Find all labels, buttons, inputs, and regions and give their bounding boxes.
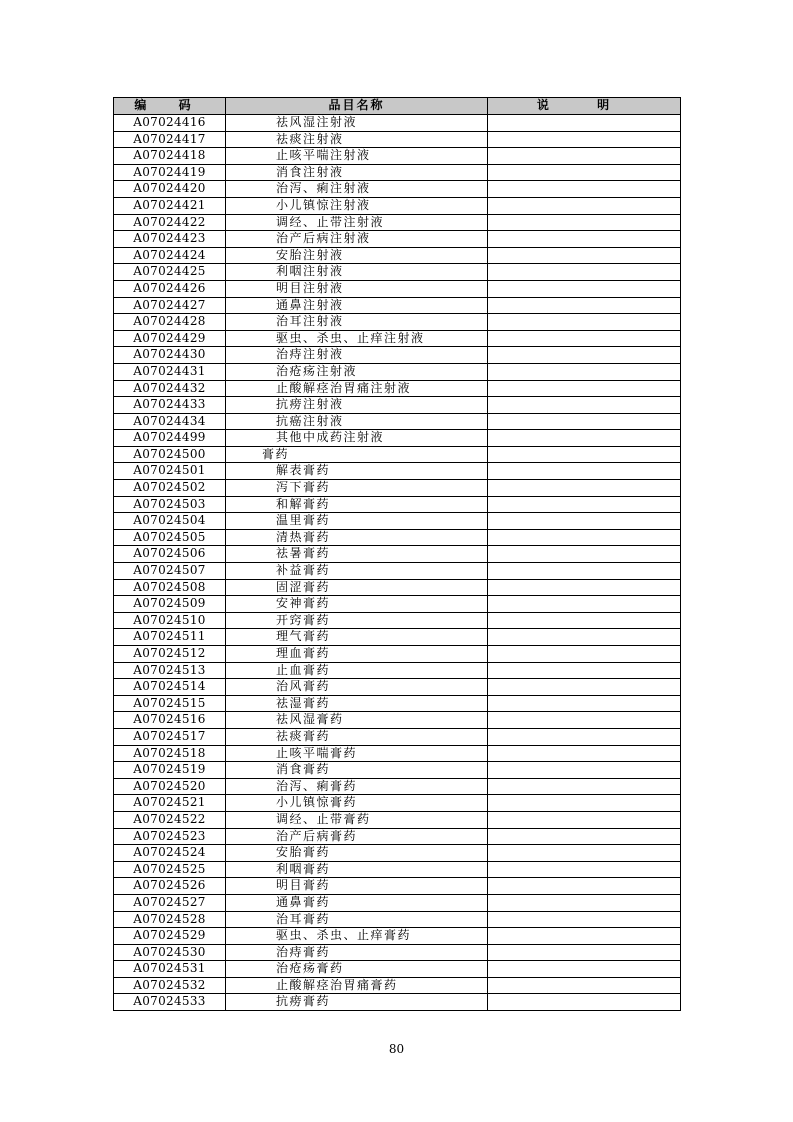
item-name: 止咳平喘注射液 xyxy=(226,148,488,165)
item-note xyxy=(488,181,681,198)
item-name: 治泻、痢注射液 xyxy=(226,181,488,198)
item-code: A07024530 xyxy=(114,944,226,961)
table-row xyxy=(114,446,681,463)
item-name: 安神膏药 xyxy=(226,596,488,613)
table-row xyxy=(114,380,681,397)
item-note xyxy=(488,596,681,613)
item-note xyxy=(488,480,681,497)
item-code: A07024519 xyxy=(114,762,226,779)
item-note xyxy=(488,646,681,663)
item-code: A07024431 xyxy=(114,363,226,380)
item-name: 补益膏药 xyxy=(226,563,488,580)
item-name: 消食膏药 xyxy=(226,762,488,779)
item-note xyxy=(488,513,681,530)
item-note xyxy=(488,430,681,447)
table-row xyxy=(114,961,681,978)
item-name: 调经、止带膏药 xyxy=(226,811,488,828)
table-row xyxy=(114,247,681,264)
item-name: 祛暑膏药 xyxy=(226,546,488,563)
item-note xyxy=(488,994,681,1011)
table-row xyxy=(114,629,681,646)
table-row xyxy=(114,795,681,812)
item-name: 祛风湿注射液 xyxy=(226,115,488,132)
table-row xyxy=(114,496,681,513)
item-code: A07024504 xyxy=(114,513,226,530)
table-row xyxy=(114,579,681,596)
item-note xyxy=(488,795,681,812)
table-row xyxy=(114,928,681,945)
item-code: A07024416 xyxy=(114,115,226,132)
item-code: A07024432 xyxy=(114,380,226,397)
item-code: A07024514 xyxy=(114,679,226,696)
item-code: A07024505 xyxy=(114,529,226,546)
item-code: A07024421 xyxy=(114,197,226,214)
header-name: 品目名称 xyxy=(226,98,488,115)
item-code: A07024500 xyxy=(114,446,226,463)
item-note xyxy=(488,662,681,679)
table-row xyxy=(114,231,681,248)
item-code: A07024526 xyxy=(114,878,226,895)
item-code: A07024426 xyxy=(114,280,226,297)
item-code: A07024516 xyxy=(114,712,226,729)
table-row xyxy=(114,861,681,878)
item-code: A07024509 xyxy=(114,596,226,613)
table-row xyxy=(114,646,681,663)
item-note xyxy=(488,961,681,978)
item-note xyxy=(488,712,681,729)
item-note xyxy=(488,529,681,546)
item-name: 驱虫、杀虫、止痒膏药 xyxy=(226,928,488,945)
item-code: A07024511 xyxy=(114,629,226,646)
item-note xyxy=(488,728,681,745)
item-name: 止血膏药 xyxy=(226,662,488,679)
table-row xyxy=(114,828,681,845)
item-note xyxy=(488,762,681,779)
item-name: 抗痨膏药 xyxy=(226,994,488,1011)
item-name: 泻下膏药 xyxy=(226,480,488,497)
item-code: A07024517 xyxy=(114,728,226,745)
item-code: A07024424 xyxy=(114,247,226,264)
item-note xyxy=(488,911,681,928)
table-row xyxy=(114,878,681,895)
item-code: A07024417 xyxy=(114,131,226,148)
table-row xyxy=(114,463,681,480)
item-note xyxy=(488,894,681,911)
table-row xyxy=(114,264,681,281)
table-row xyxy=(114,214,681,231)
table-row xyxy=(114,596,681,613)
item-note xyxy=(488,828,681,845)
table-row xyxy=(114,347,681,364)
item-code: A07024420 xyxy=(114,181,226,198)
table-row xyxy=(114,314,681,331)
item-code: A07024434 xyxy=(114,413,226,430)
table-row xyxy=(114,695,681,712)
item-code: A07024507 xyxy=(114,563,226,580)
item-code: A07024423 xyxy=(114,231,226,248)
item-note xyxy=(488,297,681,314)
item-name: 小儿镇惊注射液 xyxy=(226,197,488,214)
item-name: 明目膏药 xyxy=(226,878,488,895)
item-code: A07024531 xyxy=(114,961,226,978)
item-name: 温里膏药 xyxy=(226,513,488,530)
item-note xyxy=(488,629,681,646)
item-name: 治痔膏药 xyxy=(226,944,488,961)
item-name: 治疮疡注射液 xyxy=(226,363,488,380)
table-row xyxy=(114,197,681,214)
item-name: 调经、止带注射液 xyxy=(226,214,488,231)
item-note xyxy=(488,563,681,580)
item-code: A07024427 xyxy=(114,297,226,314)
table-row xyxy=(114,480,681,497)
table-row xyxy=(114,529,681,546)
table-row xyxy=(114,297,681,314)
item-name: 止咳平喘膏药 xyxy=(226,745,488,762)
table-row xyxy=(114,911,681,928)
item-code: A07024425 xyxy=(114,264,226,281)
item-name: 止酸解痉治胃痛注射液 xyxy=(226,380,488,397)
item-note xyxy=(488,579,681,596)
item-note xyxy=(488,845,681,862)
item-note xyxy=(488,928,681,945)
item-name: 清热膏药 xyxy=(226,529,488,546)
item-note xyxy=(488,314,681,331)
item-code: A07024525 xyxy=(114,861,226,878)
item-name: 明目注射液 xyxy=(226,280,488,297)
item-code: A07024515 xyxy=(114,695,226,712)
table-body xyxy=(114,115,681,1011)
item-code: A07024524 xyxy=(114,845,226,862)
item-name: 和解膏药 xyxy=(226,496,488,513)
item-note xyxy=(488,330,681,347)
item-note xyxy=(488,380,681,397)
item-name: 止酸解痉治胃痛膏药 xyxy=(226,977,488,994)
item-code: A07024502 xyxy=(114,480,226,497)
item-name: 治耳膏药 xyxy=(226,911,488,928)
item-name: 治耳注射液 xyxy=(226,314,488,331)
item-name: 治泻、痢膏药 xyxy=(226,778,488,795)
item-note xyxy=(488,413,681,430)
item-code: A07024422 xyxy=(114,214,226,231)
item-note xyxy=(488,695,681,712)
item-name: 安胎膏药 xyxy=(226,845,488,862)
table-row xyxy=(114,397,681,414)
item-name: 安胎注射液 xyxy=(226,247,488,264)
table-row xyxy=(114,181,681,198)
item-name: 通鼻注射液 xyxy=(226,297,488,314)
item-code: A07024528 xyxy=(114,911,226,928)
item-name: 通鼻膏药 xyxy=(226,894,488,911)
item-code: A07024532 xyxy=(114,977,226,994)
table-row xyxy=(114,745,681,762)
item-note xyxy=(488,164,681,181)
table-row xyxy=(114,811,681,828)
table-row xyxy=(114,280,681,297)
table-row xyxy=(114,413,681,430)
item-code: A07024522 xyxy=(114,811,226,828)
item-code: A07024523 xyxy=(114,828,226,845)
item-note xyxy=(488,496,681,513)
item-name: 治痔注射液 xyxy=(226,347,488,364)
item-code: A07024501 xyxy=(114,463,226,480)
item-note xyxy=(488,811,681,828)
item-note xyxy=(488,397,681,414)
item-code: A07024510 xyxy=(114,612,226,629)
item-note xyxy=(488,231,681,248)
table-row xyxy=(114,778,681,795)
item-name: 解表膏药 xyxy=(226,463,488,480)
item-code: A07024428 xyxy=(114,314,226,331)
item-code: A07024418 xyxy=(114,148,226,165)
item-note xyxy=(488,214,681,231)
table-row xyxy=(114,131,681,148)
item-name: 治产后病膏药 xyxy=(226,828,488,845)
table-row xyxy=(114,363,681,380)
item-note xyxy=(488,745,681,762)
item-name: 祛风湿膏药 xyxy=(226,712,488,729)
catalog-table xyxy=(113,97,681,1011)
item-code: A07024512 xyxy=(114,646,226,663)
table-row xyxy=(114,164,681,181)
item-name: 消食注射液 xyxy=(226,164,488,181)
header-code: 编 码 xyxy=(114,98,226,115)
table-row xyxy=(114,115,681,132)
item-code: A07024419 xyxy=(114,164,226,181)
item-note xyxy=(488,679,681,696)
table-row xyxy=(114,430,681,447)
item-name: 抗痨注射液 xyxy=(226,397,488,414)
item-code: A07024529 xyxy=(114,928,226,945)
item-code: A07024430 xyxy=(114,347,226,364)
item-note xyxy=(488,347,681,364)
header-note: 说 明 xyxy=(488,98,681,115)
item-note xyxy=(488,131,681,148)
item-note xyxy=(488,861,681,878)
table-row xyxy=(114,845,681,862)
item-name: 理气膏药 xyxy=(226,629,488,646)
item-name: 祛痰注射液 xyxy=(226,131,488,148)
item-name: 治疮疡膏药 xyxy=(226,961,488,978)
item-name: 固涩膏药 xyxy=(226,579,488,596)
item-code: A07024433 xyxy=(114,397,226,414)
table-row xyxy=(114,762,681,779)
item-name: 抗癌注射液 xyxy=(226,413,488,430)
item-name: 祛湿膏药 xyxy=(226,695,488,712)
item-name: 利咽注射液 xyxy=(226,264,488,281)
item-note xyxy=(488,363,681,380)
item-code: A07024521 xyxy=(114,795,226,812)
table-row xyxy=(114,330,681,347)
page-number: 80 xyxy=(388,1042,405,1056)
item-name: 治产后病注射液 xyxy=(226,231,488,248)
item-code: A07024520 xyxy=(114,778,226,795)
table-row xyxy=(114,148,681,165)
item-code: A07024527 xyxy=(114,894,226,911)
table-row xyxy=(114,546,681,563)
item-name: 小儿镇惊膏药 xyxy=(226,795,488,812)
item-name: 治风膏药 xyxy=(226,679,488,696)
item-note xyxy=(488,612,681,629)
item-name: 利咽膏药 xyxy=(226,861,488,878)
item-note xyxy=(488,878,681,895)
item-note xyxy=(488,264,681,281)
table-row xyxy=(114,679,681,696)
item-code: A07024503 xyxy=(114,496,226,513)
item-note xyxy=(488,944,681,961)
item-code: A07024506 xyxy=(114,546,226,563)
item-note xyxy=(488,148,681,165)
item-name: 驱虫、杀虫、止痒注射液 xyxy=(226,330,488,347)
item-name: 其他中成药注射液 xyxy=(226,430,488,447)
table-row xyxy=(114,728,681,745)
table-row xyxy=(114,944,681,961)
item-note xyxy=(488,977,681,994)
item-code: A07024429 xyxy=(114,330,226,347)
item-code: A07024533 xyxy=(114,994,226,1011)
item-note xyxy=(488,247,681,264)
item-note xyxy=(488,446,681,463)
table-header-row xyxy=(114,98,681,115)
item-note xyxy=(488,463,681,480)
item-note xyxy=(488,546,681,563)
table-row xyxy=(114,662,681,679)
table-row xyxy=(114,712,681,729)
item-name: 祛痰膏药 xyxy=(226,728,488,745)
table-row xyxy=(114,894,681,911)
item-note xyxy=(488,280,681,297)
item-code: A07024513 xyxy=(114,662,226,679)
table-row xyxy=(114,563,681,580)
table-row xyxy=(114,513,681,530)
item-name: 理血膏药 xyxy=(226,646,488,663)
item-name: 膏药 xyxy=(226,446,488,463)
item-note xyxy=(488,778,681,795)
item-code: A07024508 xyxy=(114,579,226,596)
item-code: A07024518 xyxy=(114,745,226,762)
item-note xyxy=(488,197,681,214)
table-row xyxy=(114,977,681,994)
table-row xyxy=(114,612,681,629)
item-code: A07024499 xyxy=(114,430,226,447)
item-name: 开窍膏药 xyxy=(226,612,488,629)
item-note xyxy=(488,115,681,132)
table-row xyxy=(114,994,681,1011)
